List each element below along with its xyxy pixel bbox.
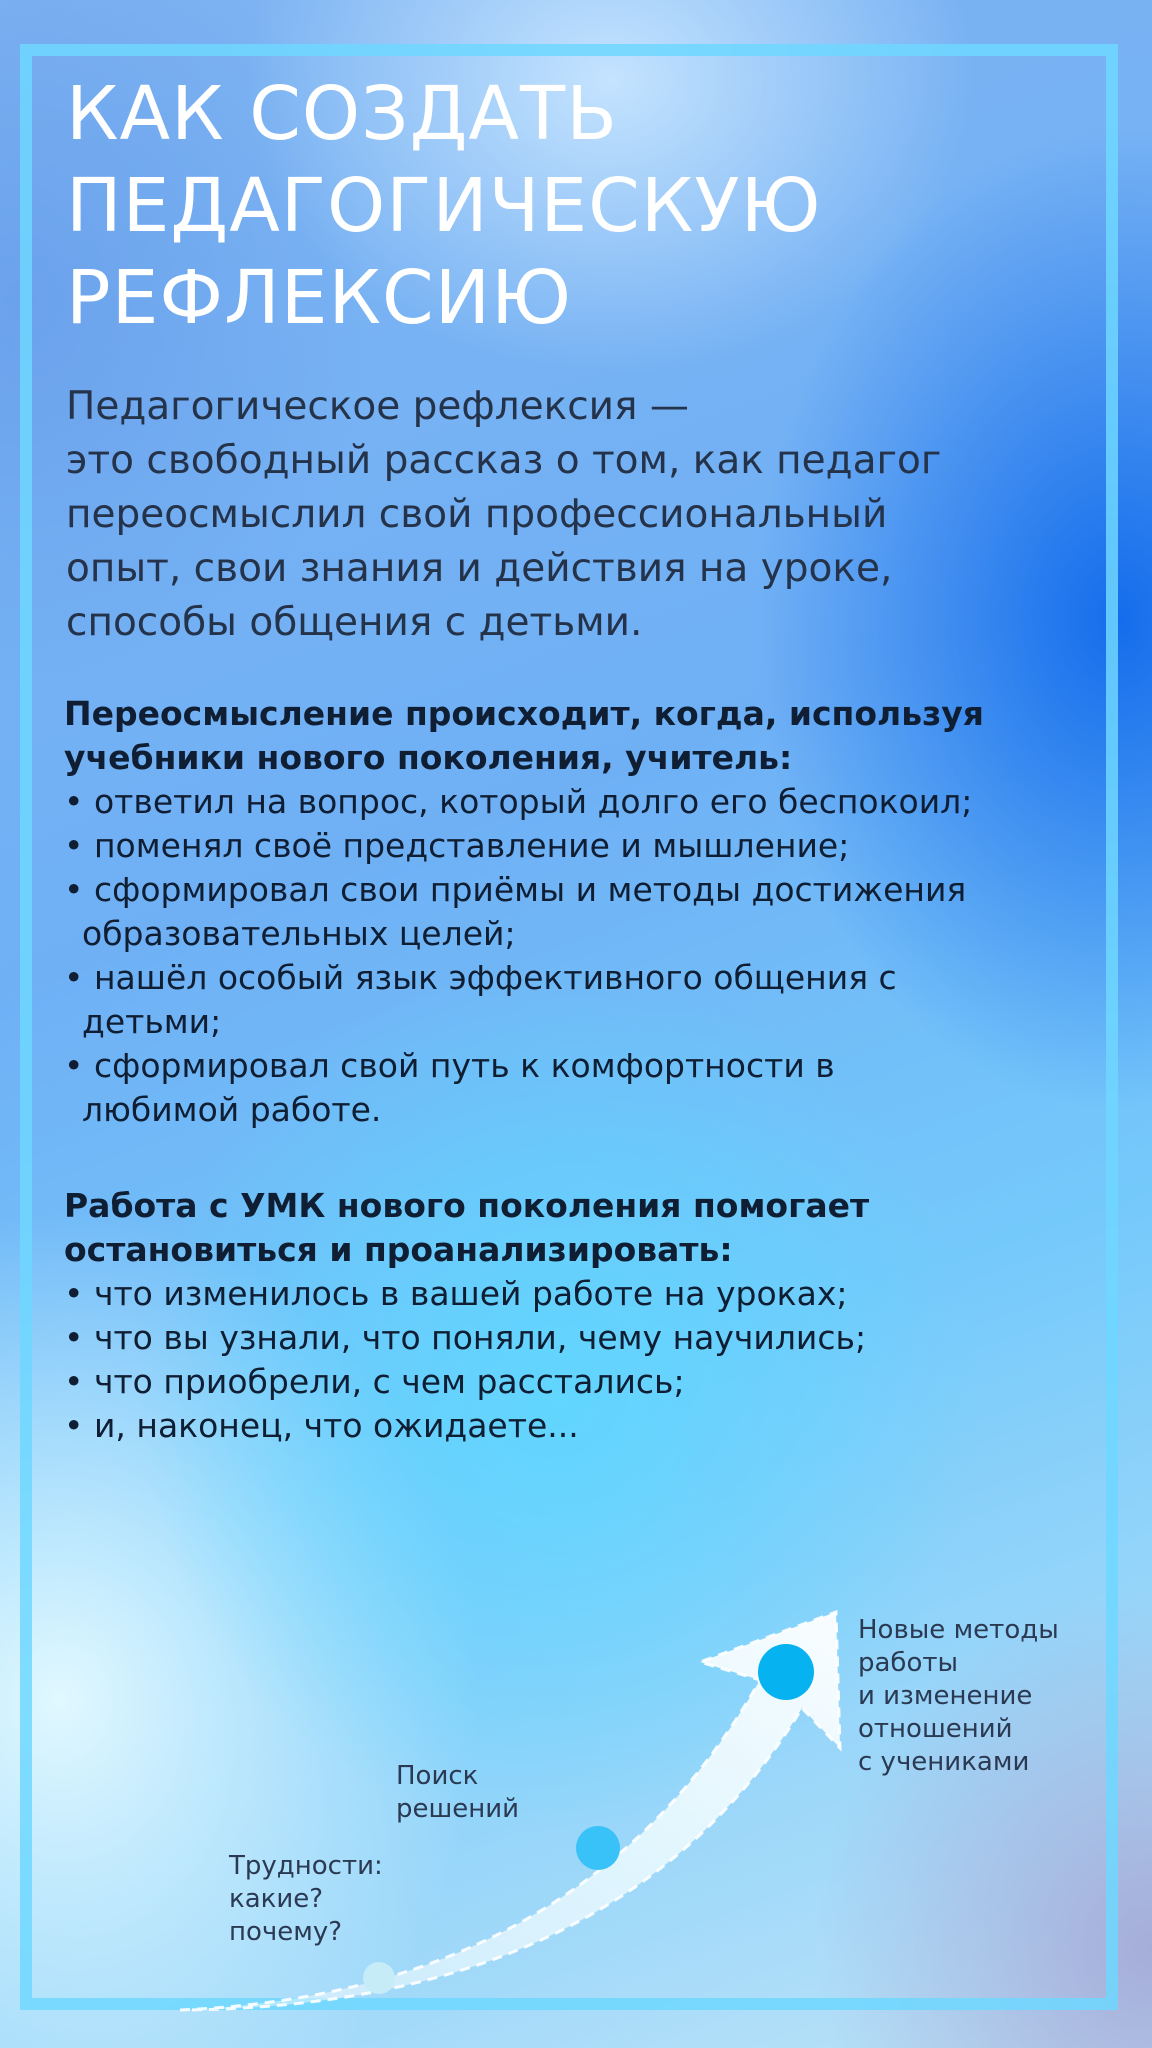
step-label-line: Поиск [396, 1761, 479, 1791]
step-label-line: почему? [229, 1917, 343, 1947]
list-item-continuation: любимой работе. [82, 1090, 382, 1129]
list-item-text: • сформировал свои приёмы и методы достижения [64, 870, 967, 909]
step-label-line: с учениками [858, 1747, 1030, 1777]
list-item-text: • поменял своё представление и мышление; [64, 826, 850, 865]
growth-diagram [0, 1580, 1152, 2048]
step-label-line: Новые методы [858, 1615, 1059, 1645]
umk-section [64, 1184, 1104, 1448]
heading-line: учебники нового поколения, учитель: [64, 738, 793, 777]
rethinking-heading [64, 692, 1104, 780]
intro-paragraph [66, 380, 1086, 650]
list-item-text: • нашёл особый язык эффективного общения с [64, 958, 897, 997]
intro-line: Педагогическое рефлексия — [66, 384, 689, 429]
list-item-continuation: образовательных целей; [82, 914, 516, 953]
umk-heading [64, 1184, 1104, 1272]
step-label-line: какие? [229, 1884, 324, 1914]
list-item: • и, наконец, что ожидаете... [64, 1406, 579, 1445]
step-label-difficulties [229, 1850, 383, 1949]
intro-line: переосмыслил свой профессиональный [66, 492, 888, 537]
title-line-1: КАК СОЗДАТЬ [66, 71, 618, 157]
step-label-line: и изменение [858, 1681, 1033, 1711]
step-label-line: работы [858, 1648, 959, 1678]
title-line-3: РЕФЛЕКСИЮ [66, 255, 572, 341]
list-item [64, 780, 1104, 824]
step-dot-search [576, 1826, 620, 1870]
step-dot-difficulties [363, 1962, 395, 1994]
step-label-line: отношений [858, 1714, 1013, 1744]
step-dot-new-methods [758, 1644, 814, 1700]
step-label-search [396, 1760, 519, 1826]
list-item [64, 824, 1104, 868]
list-item: • что вы узнали, что поняли, чему научились; [64, 1318, 867, 1357]
list-item-continuation: детьми; [82, 1002, 222, 1041]
list-item-text: • ответил на вопрос, который долго его беспокоил; [64, 782, 973, 821]
intro-line: способы общения с детьми. [66, 600, 643, 645]
intro-line: опыт, свои знания и действия на уроке, [66, 546, 893, 591]
list-item [64, 956, 1104, 1044]
heading-line: Работа с УМК нового поколения помогает [64, 1186, 870, 1225]
step-label-line: решений [396, 1794, 520, 1824]
intro-line: это свободный рассказ о том, как педагог [66, 438, 942, 483]
step-label-new-methods [858, 1614, 1059, 1779]
list-item: • что изменилось в вашей работе на уроках; [64, 1274, 848, 1313]
list-item-text: • сформировал свой путь к комфортности в [64, 1046, 835, 1085]
heading-line: Переосмысление происходит, когда, используя [64, 694, 984, 733]
heading-line: остановиться и проанализировать: [64, 1230, 733, 1269]
list-item: • что приобрели, с чем расстались; [64, 1362, 685, 1401]
rethinking-section [64, 692, 1104, 1132]
list-item [64, 868, 1104, 956]
step-label-line: Трудности: [229, 1851, 383, 1881]
list-item [64, 1044, 1104, 1132]
title-line-2: ПЕДАГОГИЧЕСКУЮ [66, 163, 822, 249]
page-title [66, 68, 821, 344]
